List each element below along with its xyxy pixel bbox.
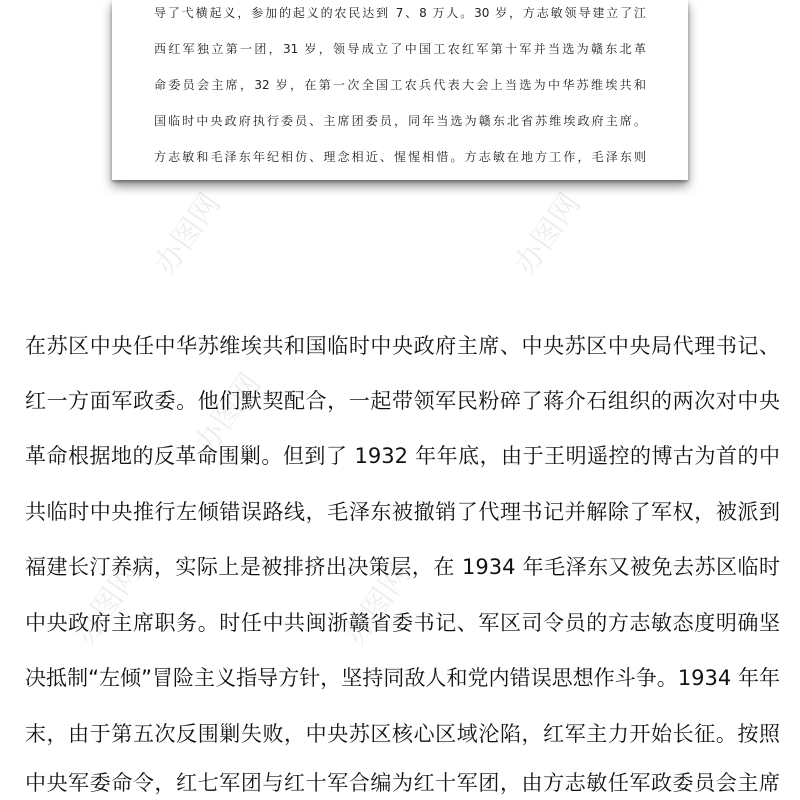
text-line: 中央军委命令，红七军团与红十军合编为红十军团，由方志敏任军政委员会主席	[25, 771, 780, 795]
text-line: 革命根据地的反革命围剿。但到了 1932 年年底，由于王明遥控的博古为首的中	[25, 444, 780, 468]
inset-line: 国临时中央政府执行委员、主席团委员，同年当选为赣东北省苏维埃政府主席。	[154, 114, 646, 128]
watermark: 办图网	[507, 187, 589, 281]
text-line: 决抵制“左倾”冒险主义指导方针，坚持同敌人和党内错误思想作斗争。1934 年年	[25, 666, 780, 690]
inset-line: 命委员会主席，32 岁，在第一次全国工农兵代表大会上当选为中华苏维埃共和	[154, 78, 646, 92]
text-line: 末，由于第五次反围剿失败，中央苏区核心区域沦陷，红军主力开始长征。按照	[25, 722, 780, 746]
text-line: 红一方面军政委。他们默契配合，一起带领军民粉碎了蒋介石组织的两次对中央	[25, 389, 780, 413]
text-line: 福建长汀养病，实际上是被排挤出决策层，在 1934 年毛泽东又被免去苏区临时	[25, 555, 780, 579]
watermark: 办图网	[187, 367, 269, 461]
text-line: 共临时中央推行左倾错误路线，毛泽东被撤销了代理书记并解除了军权，被派到	[25, 500, 780, 524]
text-line: 中央政府主席职务。时任中共闽浙赣省委书记、军区司令员的方志敏态度明确坚	[25, 611, 780, 635]
watermark: 办图网	[337, 557, 419, 651]
inset-line: 方志敏和毛泽东年纪相仿、理念相近、惺惺相惜。方志敏在地方工作，毛泽东则	[154, 150, 646, 164]
inset-line: 西红军独立第一团，31 岁，领导成立了中国工农红军第十军并当选为赣东北革	[154, 42, 646, 56]
inset-document-page	[112, 0, 688, 180]
text-line: 在苏区中央任中华苏维埃共和国临时中央政府主席、中央苏区中央局代理书记、	[25, 334, 780, 358]
watermark: 办图网	[147, 187, 229, 281]
inset-line: 导了弋横起义，参加的起义的农民达到 7、8 万人。30 岁，方志敏领导建立了江	[154, 6, 646, 20]
watermark: 办图网	[67, 557, 149, 651]
